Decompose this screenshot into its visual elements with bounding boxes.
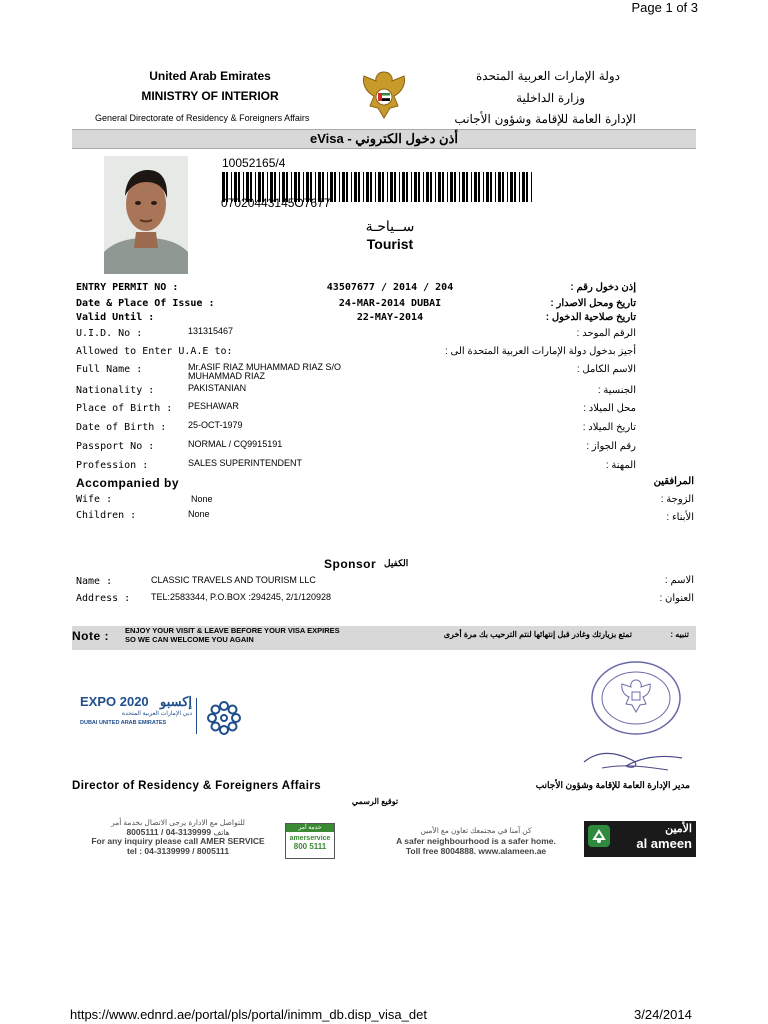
expo-text-en: EXPO 2020 (80, 694, 149, 709)
barcode-bar (459, 172, 460, 202)
field-label: U.I.D. No : (76, 328, 143, 339)
alameen-logo-ar: الأمين (665, 823, 692, 835)
barcode-bar (406, 172, 408, 202)
barcode-bar (486, 172, 489, 202)
field-value: 22-MAY-2014 (356, 312, 424, 323)
barcode-bar (390, 172, 393, 202)
wife-label: Wife : (76, 494, 113, 505)
barcode-bar (522, 172, 525, 202)
barcode-bar (531, 172, 532, 202)
barcode-bar (358, 172, 360, 202)
barcode-bar (498, 172, 501, 202)
field-value: SALES SUPERINTENDENT (188, 458, 303, 468)
amer-logo (285, 823, 335, 859)
field-label: Full Name : (76, 364, 143, 375)
barcode-bar (399, 172, 400, 202)
ministry-ar: وزارة الداخلية (516, 91, 585, 105)
evisa-title-bar (72, 129, 696, 149)
barcode-bar (462, 172, 465, 202)
alameen-logo-en: al ameen (636, 836, 692, 851)
field-label: Place of Birth : (76, 403, 173, 414)
directorate-en: General Directorate of Residency & Foreigners Affairs (95, 113, 310, 123)
permit-type-en: Tourist (366, 236, 414, 252)
sponsor-name-value: CLASSIC TRAVELS AND TOURISM LLC (151, 575, 316, 585)
barcode-bar (495, 172, 496, 202)
expo-divider (196, 698, 197, 734)
field-label: Date of Birth : (76, 422, 167, 433)
sponsor-title-ar: الكفيل (384, 558, 409, 568)
barcode-bar (423, 172, 424, 202)
barcode-bar (502, 172, 504, 202)
amer-logo-en: amerservice (289, 835, 331, 842)
barcode-bar (354, 172, 357, 202)
field-value: PESHAWAR (188, 401, 239, 411)
field-label: ENTRY PERMIT NO : (76, 282, 179, 293)
barcode-bar (387, 172, 388, 202)
field-label-ar: تاريخ صلاحية الدخول : (545, 312, 636, 323)
field-value: 24-MAR-2014 DUBAI (338, 298, 442, 309)
barcode-bar (394, 172, 396, 202)
barcode-bar (483, 172, 484, 202)
note-text-ar: تمتع بزيارتك وغادر قبل إنتهائها لنتم الترحيب بك مرة أخرى (443, 630, 632, 639)
director-title-en: Director of Residency & Foreigners Affairs (72, 780, 321, 792)
children-label-ar: الأبناء : (666, 512, 694, 523)
barcode-bar (514, 172, 516, 202)
field-label-ar: الاسم الكامل : (576, 364, 636, 375)
note-label-ar: تنبيه : (670, 630, 689, 639)
sponsor-name-label-ar: الاسم : (664, 575, 694, 586)
field-label-ar: الرقم الموحد : (576, 328, 636, 339)
accompanied-title: Accompanied by (76, 476, 180, 490)
field-label-ar: رقم الجواز : (586, 441, 636, 452)
barcode-bar (414, 172, 417, 202)
barcode-bar (435, 172, 436, 202)
barcode-bar (430, 172, 432, 202)
barcode-bar (382, 172, 384, 202)
barcode-bar (411, 172, 412, 202)
barcode-bar (454, 172, 456, 202)
barcode-bar (474, 172, 477, 202)
barcode-bar (426, 172, 429, 202)
sponsor-name-label: Name : (76, 576, 113, 587)
barcode-bar (478, 172, 480, 202)
barcode-bar (507, 172, 508, 202)
alameen-logo (584, 821, 696, 857)
field-label-ar: المهنة : (605, 460, 636, 471)
amer-logo-ar: خدمة أمر (286, 824, 334, 832)
barcode-bar (418, 172, 420, 202)
sponsor-address-label-ar: العنوان : (659, 593, 694, 604)
footer-date: 3/24/2014 (634, 1007, 692, 1022)
field-label: Valid Until : (76, 312, 155, 323)
expo-sub-ar: دبي الإمارات العربية المتحدة (121, 711, 192, 717)
footer-url: https://www.ednrd.ae/portal/pls/portal/inimm_db.disp_visa_det (70, 1007, 427, 1022)
amer-phone-line: 8005111 / 04-3139999 (126, 826, 212, 837)
children-label: Children : (76, 510, 137, 521)
sponsor-address-value: TEL:2583344, P.O.BOX :294245, 2/1/120928 (151, 592, 331, 602)
note-bar (72, 626, 696, 650)
field-value: 43507677 / 2014 / 204 (326, 282, 454, 293)
field-value: Mr.ASIF RIAZ MUHAMMAD RIAZ S/O MUHAMMAD RIAZ (188, 362, 342, 381)
amer-phone-ar: هاتف (213, 827, 230, 837)
barcode-bar (447, 172, 448, 202)
director-title-ar: مدير الإدارة العامة للإقامة وشؤون الأجانب (535, 780, 690, 790)
field-label-ar: تاريخ ومحل الاصدار : (550, 298, 636, 309)
barcode-bar (490, 172, 492, 202)
barcode-bar (438, 172, 441, 202)
amer-contact-block (80, 818, 276, 856)
applicant-photo (104, 156, 188, 274)
alameen-contact-block (380, 826, 572, 856)
barcode-bar (402, 172, 405, 202)
accompanied-title-ar: المرافقين (653, 476, 694, 487)
barcode-number: 07020443145O7677 (221, 196, 331, 210)
amer-line-ar: للتواصل مع الادارة يرجى الاتصال بخدمة أمر (111, 818, 245, 827)
field-label: Date & Place Of Issue : (76, 298, 215, 309)
field-label-ar: تاريخ الميلاد : (582, 422, 636, 433)
barcode-bar (351, 172, 352, 202)
barcode-bar (450, 172, 453, 202)
barcode-bar (471, 172, 472, 202)
alameen-logo-icon (588, 825, 610, 847)
wife-value: None (191, 494, 213, 504)
wife-label-ar: الزوجة : (660, 494, 694, 505)
barcode-bar (339, 172, 340, 202)
barcode-bar (346, 172, 348, 202)
country-en: United Arab Emirates (149, 69, 271, 83)
file-number: 10052165/4 (222, 156, 286, 170)
field-value: 25-OCT-1979 (188, 420, 243, 430)
field-label: Profession : (76, 460, 149, 471)
expo-emblem-icon (204, 698, 244, 743)
barcode-bar (510, 172, 513, 202)
alameen-slogan: A safer neighbourhood is a safer home. (396, 836, 556, 846)
country-ar: دولة الإمارات العربية المتحدة (475, 69, 620, 83)
official-stamp-icon (588, 658, 684, 743)
note-label: Note : (72, 629, 109, 643)
field-value: PAKISTANIAN (188, 383, 247, 393)
barcode-bar (375, 172, 376, 202)
barcode-bar (334, 172, 336, 202)
barcode-bar (378, 172, 381, 202)
field-label: Nationality : (76, 385, 155, 396)
expo-text-ar: إكسبو (160, 694, 193, 709)
directorate-ar: الإدارة العامة للإقامة وشؤون الأجانب (454, 112, 636, 126)
evisa-title: eVisa - أذن دخول الكتروني (309, 131, 459, 146)
barcode-bar (342, 172, 345, 202)
ministry-en: MINISTRY OF INTERIOR (141, 89, 279, 103)
barcode-bar (466, 172, 468, 202)
sponsor-address-label: Address : (76, 593, 131, 604)
barcode-bar (442, 172, 444, 202)
field-label-ar: أجيز بدخول دولة الإمارات العربية المتحدة الى : (444, 346, 636, 357)
barcode-bar (519, 172, 520, 202)
field-label-ar: إذن دخول رقم : (570, 282, 636, 293)
sponsor-title: Sponsor (324, 557, 377, 571)
field-label: Passport No : (76, 441, 155, 452)
page-number: Page 1 of 3 (631, 0, 698, 15)
field-label-ar: محل الميلاد : (583, 403, 636, 414)
barcode-bar (370, 172, 372, 202)
alameen-line-ar: كن آمنا في مجتمعك تعاون مع الأمين (420, 826, 532, 835)
director-sign-ar: توقيع الرسمي (351, 797, 399, 806)
signature-icon (582, 744, 692, 779)
note-text-en: ENJOY YOUR VISIT & LEAVE BEFORE YOUR VISA EXPIRES SO WE CAN WELCOME YOU AGAIN (125, 626, 340, 644)
alameen-toll: Toll free 8004888. www.alameen.ae (405, 846, 547, 856)
expo-sub-en: DUBAI UNITED ARAB EMIRATES (80, 720, 167, 726)
amer-tel: tel : 04-3139999 / 8005111 (126, 845, 230, 856)
barcode-bar (526, 172, 528, 202)
barcode-bar (363, 172, 364, 202)
field-label-ar: الجنسية : (597, 385, 636, 396)
expo-2020-logo (80, 694, 250, 742)
barcode-bar (366, 172, 369, 202)
field-value: NORMAL / CQ9915191 (188, 439, 283, 449)
amer-inquiry: For any inquiry please call AMER SERVICE (91, 836, 265, 846)
field-value: 131315467 (188, 326, 234, 336)
permit-type-ar: ســياحـة (365, 218, 415, 234)
field-label: Allowed to Enter U.A.E to: (76, 346, 233, 357)
amer-logo-num: 800 5111 (293, 842, 327, 851)
children-value: None (188, 509, 210, 519)
